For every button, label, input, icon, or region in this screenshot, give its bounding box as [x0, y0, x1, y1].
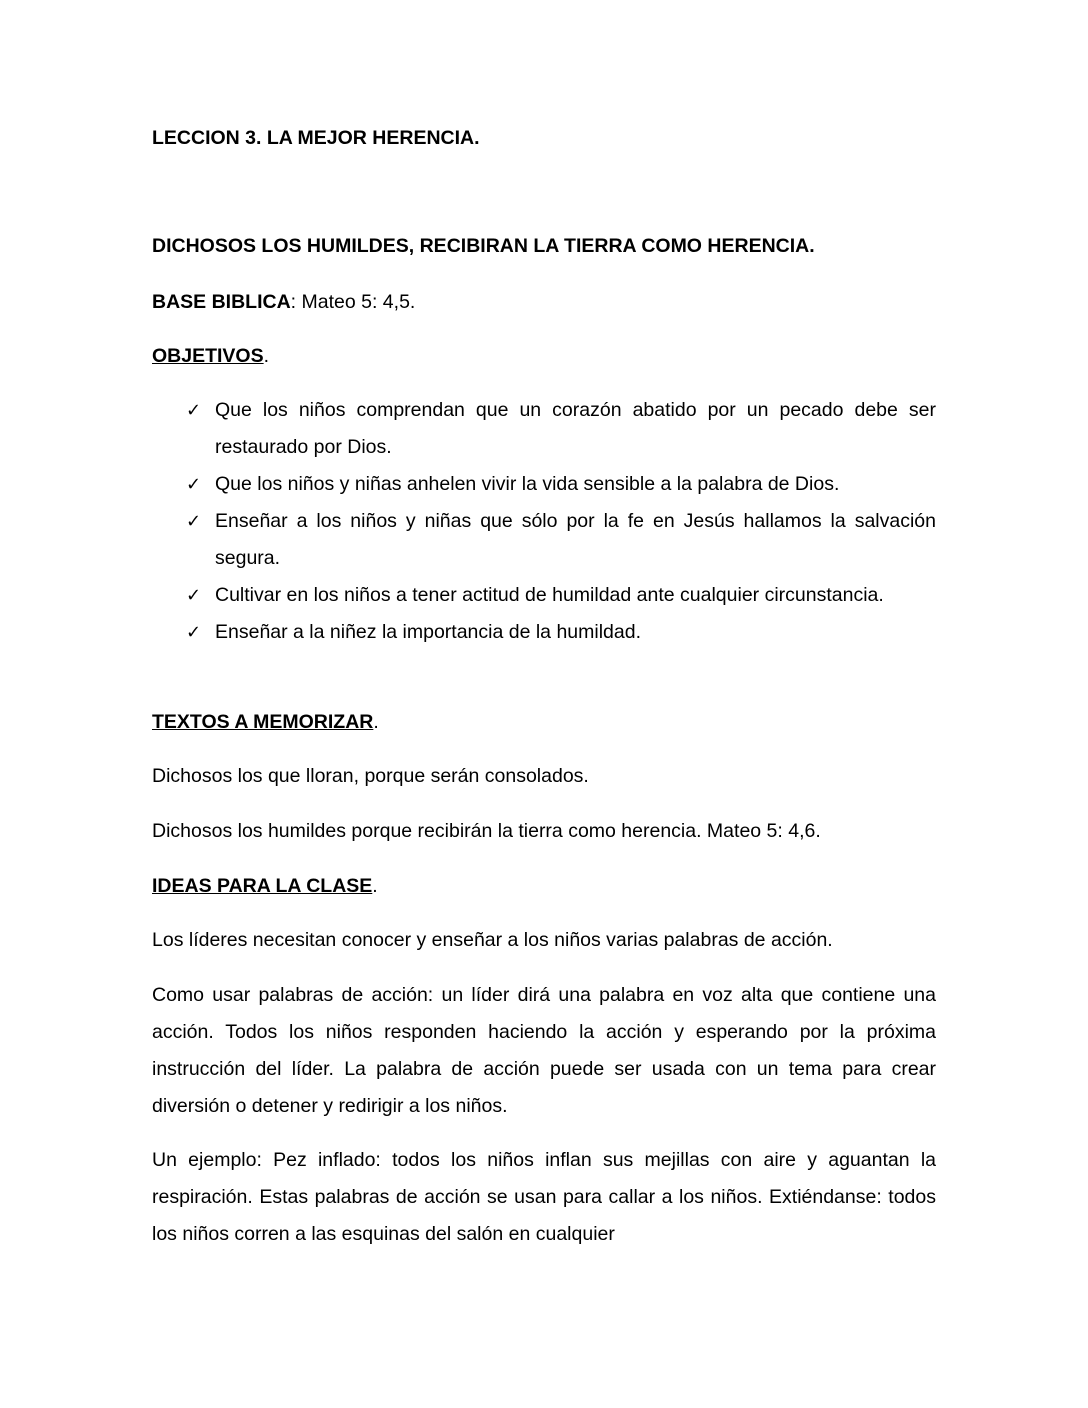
ideas-heading-suffix: . [372, 875, 378, 897]
objetivos-heading-text: OBJETIVOS [152, 345, 264, 367]
base-biblica-value: : Mateo 5: 4,5. [290, 291, 416, 313]
textos-heading-text: TEXTOS A MEMORIZAR [152, 711, 374, 733]
check-icon: ✓ [186, 622, 202, 643]
ideas-paragraph-2: Como usar palabras de acción: un líder dirá una palabra en voz alta que contiene una acción. Todos los niños responden haciendo la acción y esperando por la próxima instrucción del líder. La palabra de acción puede ser usada con un tema para crear diversión o detener y redirigir a los niños. [152, 984, 936, 1117]
objetivo-text: Cultivar en los niños a tener actitud de humildad ante cualquier circunstancia. [215, 584, 884, 606]
objetivos-heading-suffix: . [263, 345, 270, 367]
texto-memorizar-2: Dichosos los humildes porque recibirán la tierra como herencia. Mateo 5: 4,6. [152, 820, 821, 842]
objetivo-item [186, 614, 936, 651]
objetivo-item [186, 466, 936, 503]
texto-memorizar-1: Dichosos los que lloran, porque serán consolados. [152, 765, 589, 787]
objetivo-item [186, 503, 936, 577]
objetivos-list [186, 392, 936, 651]
objetivo-item [186, 577, 936, 614]
lesson-title: LECCION 3. LA MEJOR HERENCIA. [152, 127, 480, 149]
objetivos-heading [152, 338, 936, 375]
textos-heading-suffix: . [373, 711, 379, 733]
ideas-paragraph-3: Un ejemplo: Pez inflado: todos los niños inflan sus mejillas con aire y aguantan la respiración. Estas palabras de acción se usan para callar a los niños. Extiéndanse: todos los niños corren a las esquinas del salón en cualquier [152, 1149, 936, 1245]
check-icon: ✓ [186, 400, 202, 421]
objetivo-text: Enseñar a la niñez la importancia de la humildad. [215, 621, 642, 643]
base-biblica-line [152, 284, 936, 321]
base-biblica-label: BASE BIBLICA [152, 291, 291, 313]
lesson-subtitle: DICHOSOS LOS HUMILDES, RECIBIRAN LA TIERRA COMO HERENCIA. [152, 235, 815, 257]
objetivo-item [186, 392, 936, 466]
textos-heading [152, 704, 936, 741]
check-icon: ✓ [186, 511, 202, 532]
ideas-paragraph-1: Los líderes necesitan conocer y enseñar a los niños varias palabras de acción. [152, 929, 833, 951]
objetivo-text: Que los niños y niñas anhelen vivir la vida sensible a la palabra de Dios. [215, 473, 840, 495]
ideas-heading [152, 868, 936, 905]
check-icon: ✓ [186, 474, 202, 495]
objetivo-text: Que los niños comprendan que un corazón abatido por un pecado debe ser restaurado por Dios. [215, 399, 936, 458]
check-icon: ✓ [186, 585, 202, 606]
objetivo-text: Enseñar a los niños y niñas que sólo por la fe en Jesús hallamos la salvación segura. [215, 510, 936, 569]
ideas-heading-text: IDEAS PARA LA CLASE [152, 875, 373, 897]
